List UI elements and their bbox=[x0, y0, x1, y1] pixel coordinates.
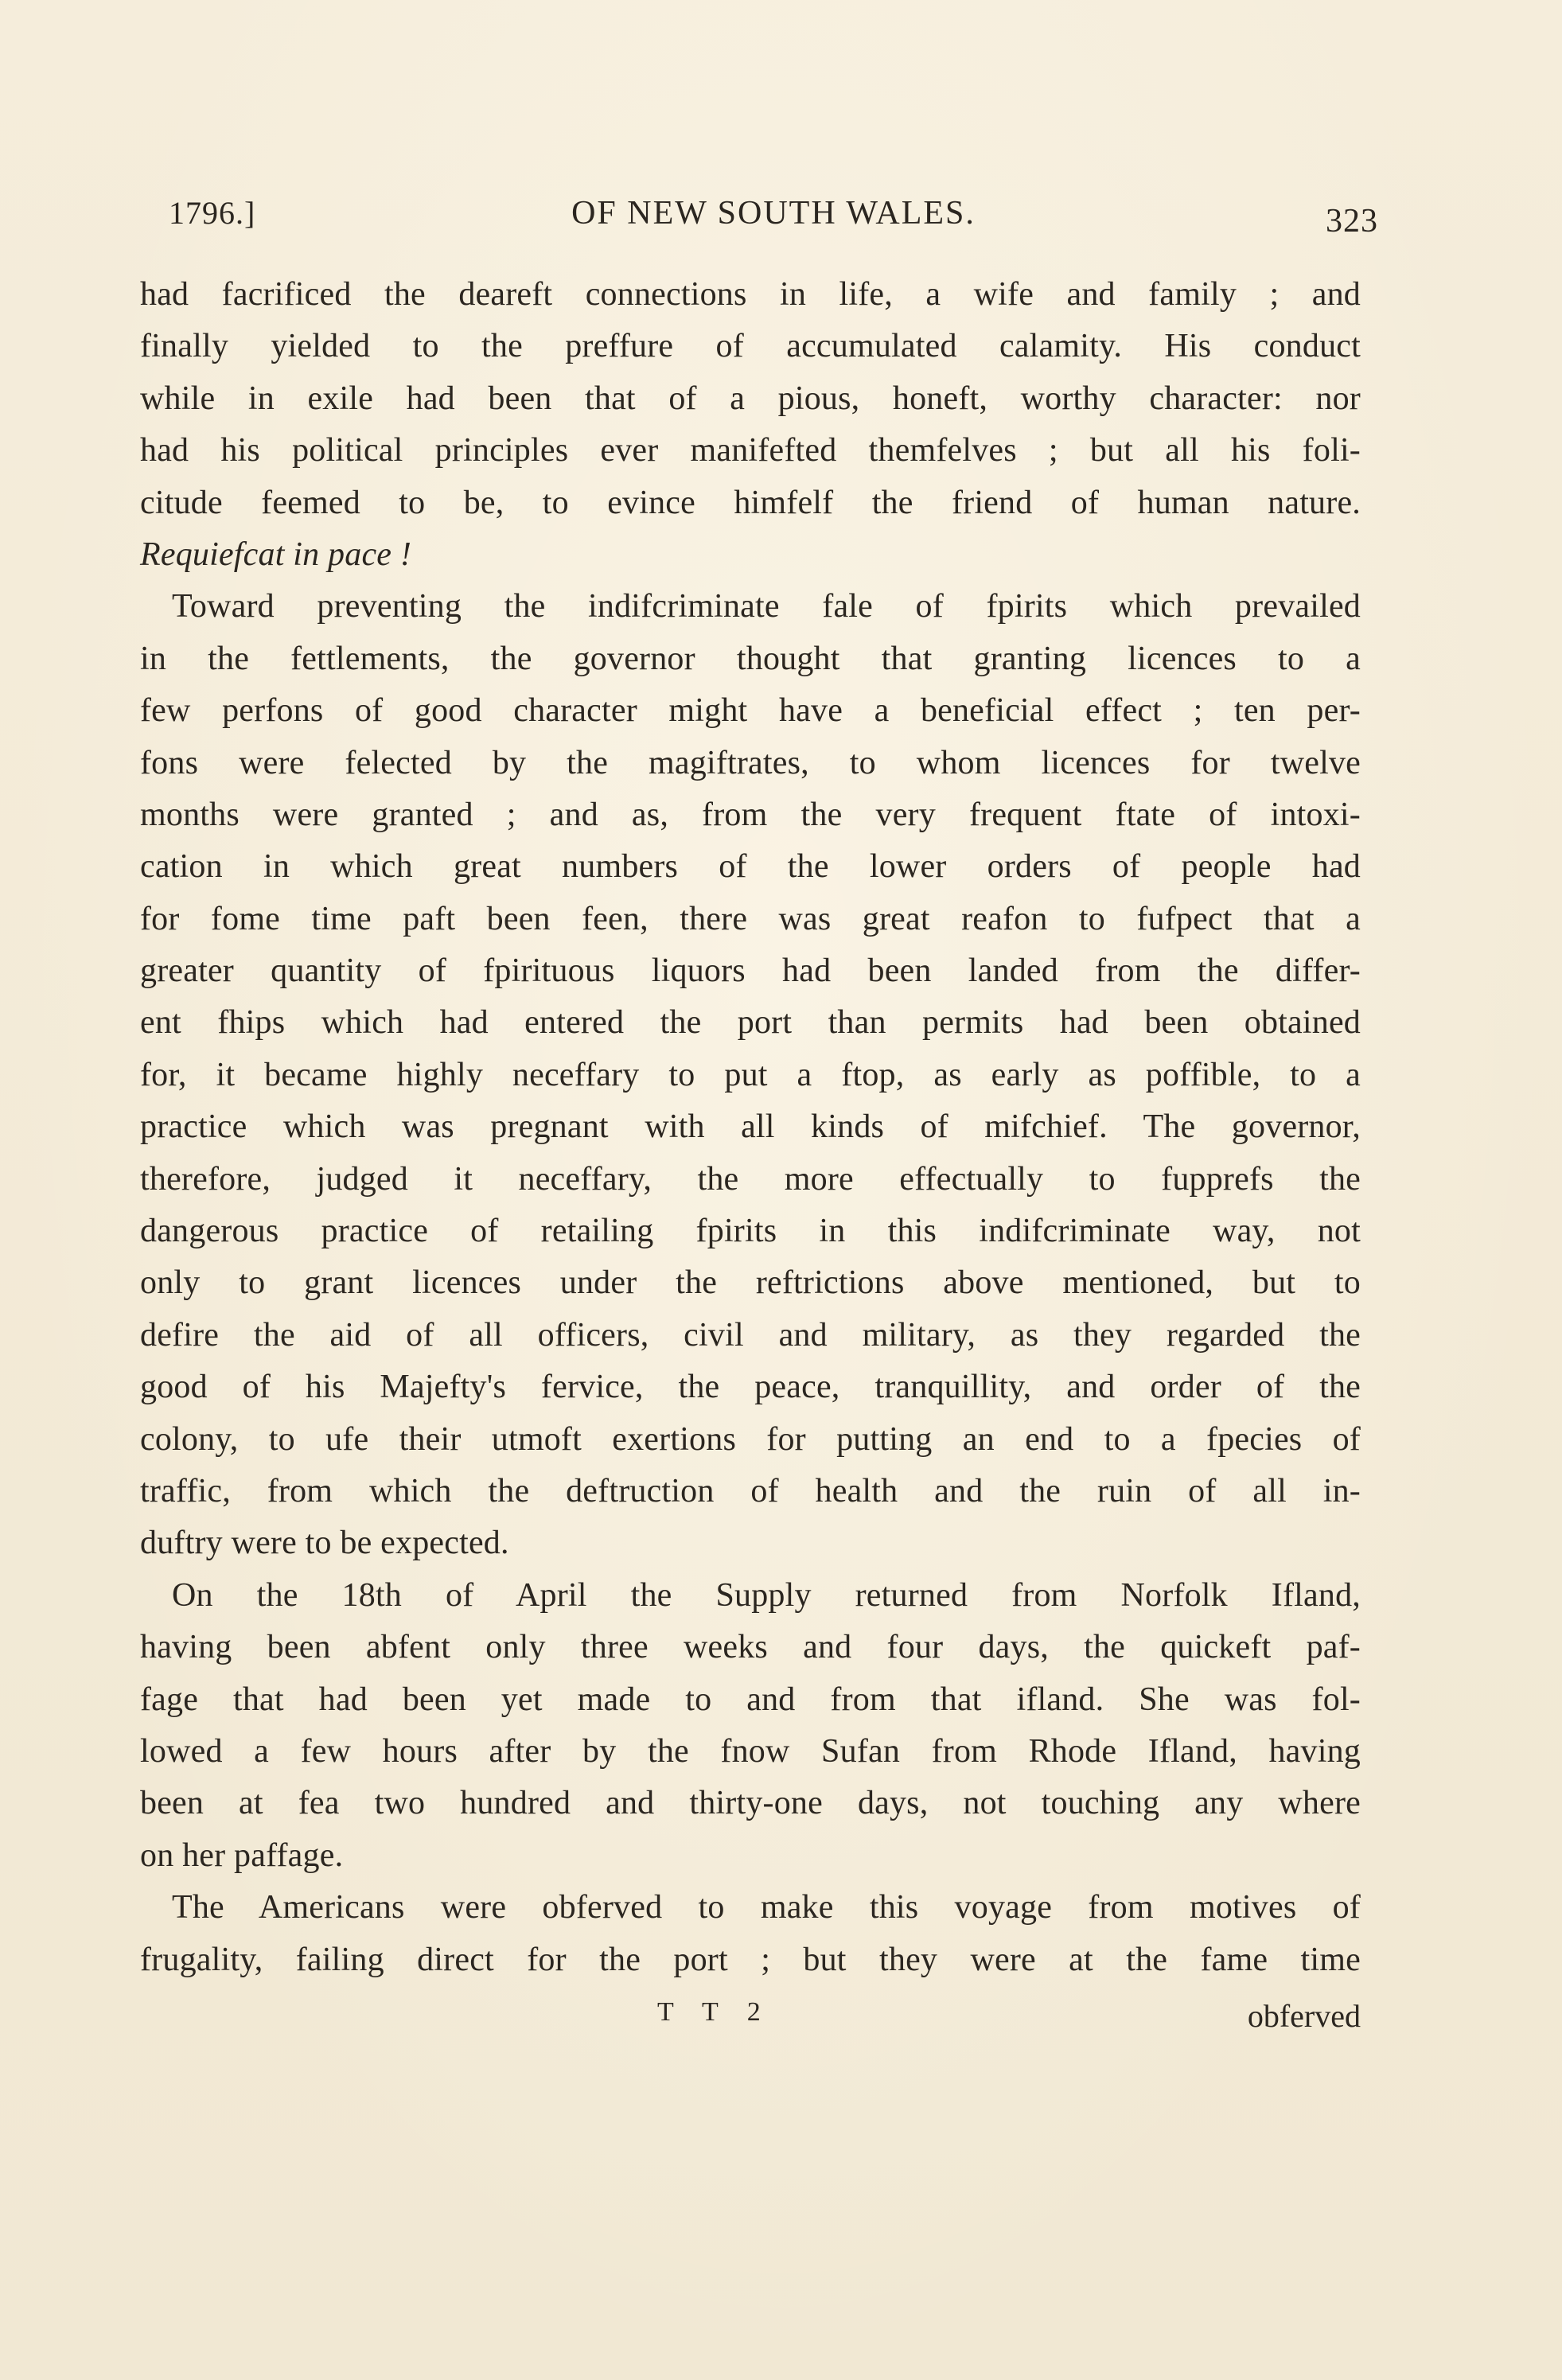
text-line: for fome time paft been feen, there was great reafon to fufpect that a bbox=[140, 900, 1361, 937]
text-line: duftry were to be expected. bbox=[140, 1525, 509, 1562]
paragraph-start: The Americans were obferved to make this voyage from motives of bbox=[172, 1889, 1361, 1926]
text-line: been at fea two hundred and thirty-one days, not touching any where bbox=[140, 1785, 1361, 1822]
page-footer bbox=[140, 1997, 1361, 2045]
catchword: obferved bbox=[1247, 1998, 1361, 2034]
text-line: finally yielded to the preffure of accumulated calamity. His conduct bbox=[140, 328, 1361, 365]
text-line: cation in which great numbers of the lower orders of people had bbox=[140, 848, 1361, 886]
header-title: OF NEW SOUTH WALES. bbox=[571, 195, 976, 232]
text-line: had his political principles ever manifefted themfelves ; but all his foli- bbox=[140, 432, 1361, 469]
text-line: ent fhips which had entered the port than permits had been obtained bbox=[140, 1004, 1361, 1042]
text-line: frugality, failing direct for the port ; but they were at the fame time bbox=[140, 1941, 1361, 1978]
text-line: therefore, judged it neceffary, the more effectually to fupprefs the bbox=[140, 1160, 1361, 1198]
signature-mark: T T 2 bbox=[657, 1997, 772, 2027]
text-line: fons were felected by the magiftrates, to whom licences for twelve bbox=[140, 744, 1361, 781]
text-line: fage that had been yet made to and from that ifland. She was fol- bbox=[140, 1681, 1361, 1718]
page-number: 323 bbox=[1326, 203, 1378, 240]
text-line: dangerous practice of retailing fpirits in this indifcriminate way, not bbox=[140, 1213, 1361, 1250]
text-line: practice which was pregnant with all kinds of mifchief. The governor, bbox=[140, 1108, 1361, 1146]
running-header bbox=[169, 194, 1378, 242]
body-text bbox=[140, 269, 1361, 1986]
text-line: traffic, from which the deftruction of health and the ruin of all in- bbox=[140, 1472, 1361, 1509]
header-year: 1796.] bbox=[169, 195, 256, 231]
text-line: while in exile had been that of a pious, honeft, worthy character: nor bbox=[140, 380, 1361, 417]
text-line: lowed a few hours after by the fnow Sufan from Rhode Ifland, having bbox=[140, 1732, 1361, 1770]
paragraph-start: Toward preventing the indifcriminate fale of fpirits which prevailed bbox=[172, 588, 1361, 625]
text-line: only to grant licences under the reftrictions above mentioned, but to bbox=[140, 1264, 1361, 1302]
text-line: few perfons of good character might have a beneficial effect ; ten per- bbox=[140, 692, 1361, 730]
text-line: good of his Majefty's fervice, the peace, tranquillity, and order of the bbox=[140, 1369, 1361, 1406]
text-line: citude feemed to be, to evince himfelf the friend of human nature. bbox=[140, 484, 1361, 521]
paragraph-start: On the 18th of April the Supply returned from Norfolk Ifland, bbox=[172, 1576, 1361, 1614]
text-line-italic: Requiefcat in pace ! bbox=[140, 536, 412, 573]
text-line: colony, to ufe their utmoft exertions for putting an end to a fpecies of bbox=[140, 1420, 1361, 1458]
text-line: greater quantity of fpirituous liquors had been landed from the differ- bbox=[140, 952, 1361, 990]
text-line: defire the aid of all officers, civil and military, as they regarded the bbox=[140, 1316, 1361, 1354]
text-line: in the fettlements, the governor thought that granting licences to a bbox=[140, 640, 1361, 677]
text-line: had facrificed the deareft connections in life, a wife and family ; and bbox=[140, 276, 1361, 313]
text-line: for, it became highly neceffary to put a ftop, as early as poffible, to a bbox=[140, 1056, 1361, 1093]
text-line: having been abfent only three weeks and four days, the quickeft paf- bbox=[140, 1629, 1361, 1666]
text-line: on her paffage. bbox=[140, 1837, 344, 1874]
text-line: months were granted ; and as, from the very frequent ftate of intoxi- bbox=[140, 796, 1361, 833]
